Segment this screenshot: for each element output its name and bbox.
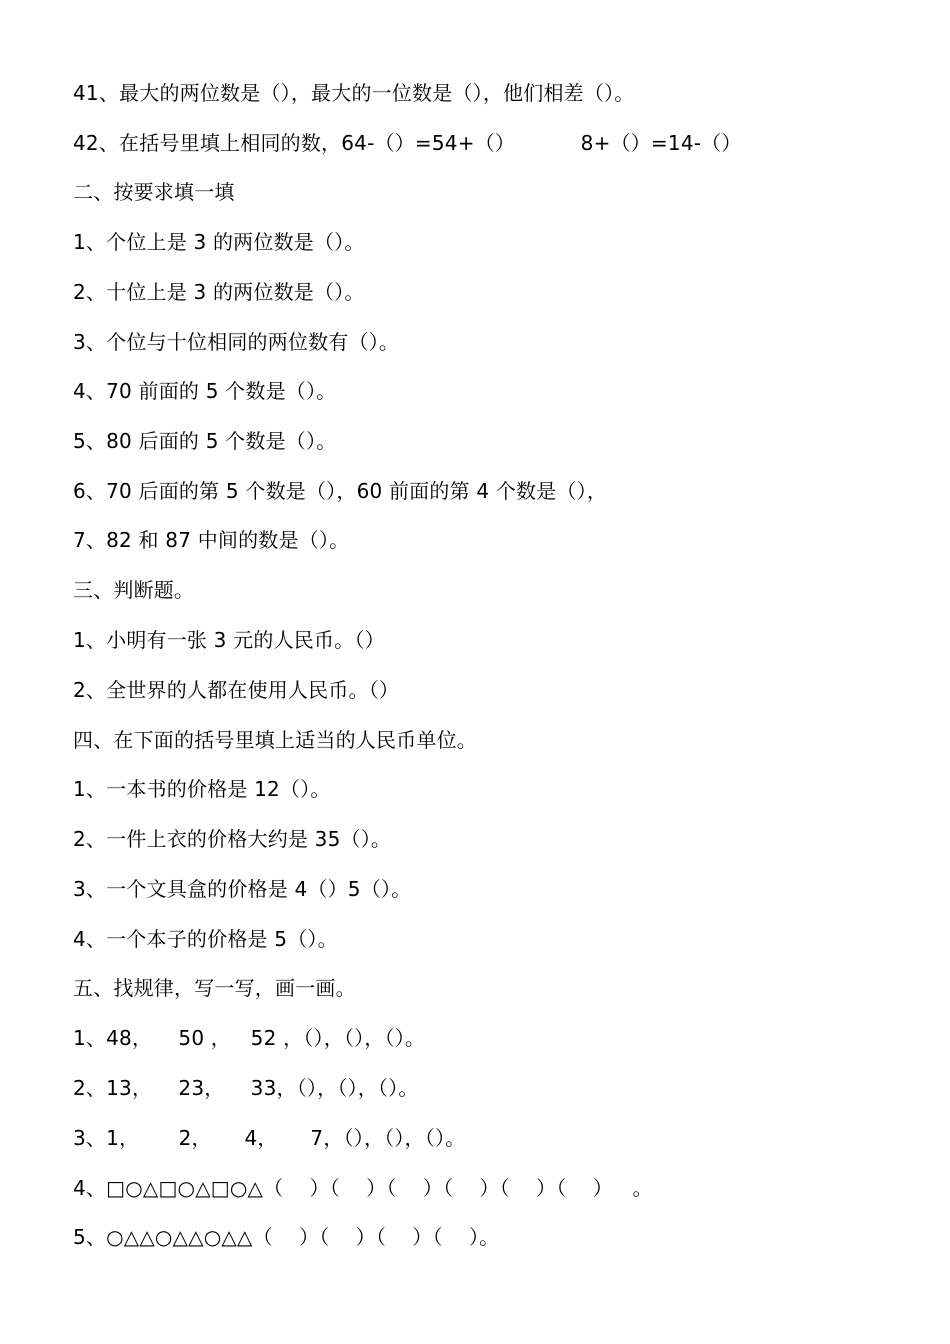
section-3-item-2: 2、全世界的人都在使用人民币。（） (73, 678, 400, 702)
section-5-item-5: 5、○△△○△△○△△（ ）（ ）（ ）（ ）。 (73, 1225, 500, 1249)
section-3-item-1: 1、小明有一张 3 元的人民币。（） (73, 628, 385, 652)
section-2-item-1: 1、个位上是 3 的两位数是（）。 (73, 230, 365, 254)
section-4-item-2: 2、一件上衣的价格大约是 35（）。 (73, 827, 392, 851)
section-5-item-1: 1、48， 50 ， 52 ，（），（），（）。 (73, 1026, 426, 1050)
section-5-item-2: 2、13， 23， 33，（），（），（）。 (73, 1076, 419, 1100)
section-2-item-4: 4、70 前面的 5 个数是（）。 (73, 379, 337, 403)
section-2-item-2: 2、十位上是 3 的两位数是（）。 (73, 280, 365, 304)
section-2-heading: 二、按要求填一填 (73, 180, 235, 204)
section-2-item-3: 3、个位与十位相同的两位数有（）。 (73, 330, 400, 354)
section-2-item-6: 6、70 后面的第 5 个数是（），60 前面的第 4 个数是（）， (73, 479, 608, 503)
section-5-heading: 五、找规律，写一写，画一画。 (73, 976, 356, 1000)
question-41: 41、最大的两位数是（），最大的一位数是（），他们相差（）。 (73, 81, 635, 105)
section-2-item-7: 7、82 和 87 中间的数是（）。 (73, 528, 350, 552)
section-5-item-4: 4、□○△□○△□○△（ ）（ ）（ ）（ ）（ ）（ ） 。 (73, 1176, 653, 1200)
section-3-heading: 三、判断题。 (73, 578, 195, 602)
section-5-item-3: 3、1， 2， 4， 7，（），（），（）。 (73, 1126, 466, 1150)
question-42: 42、在括号里填上相同的数，64-（）=54+（） 8+（）=14-（） (73, 131, 742, 155)
section-4-item-4: 4、一个本子的价格是 5（）。 (73, 927, 338, 951)
section-2-item-5: 5、80 后面的 5 个数是（）。 (73, 429, 337, 453)
section-4-item-3: 3、一个文具盒的价格是 4（）5（）。 (73, 877, 412, 901)
section-4-heading: 四、在下面的括号里填上适当的人民币单位。 (73, 728, 477, 752)
section-4-item-1: 1、一本书的价格是 12（）。 (73, 777, 331, 801)
